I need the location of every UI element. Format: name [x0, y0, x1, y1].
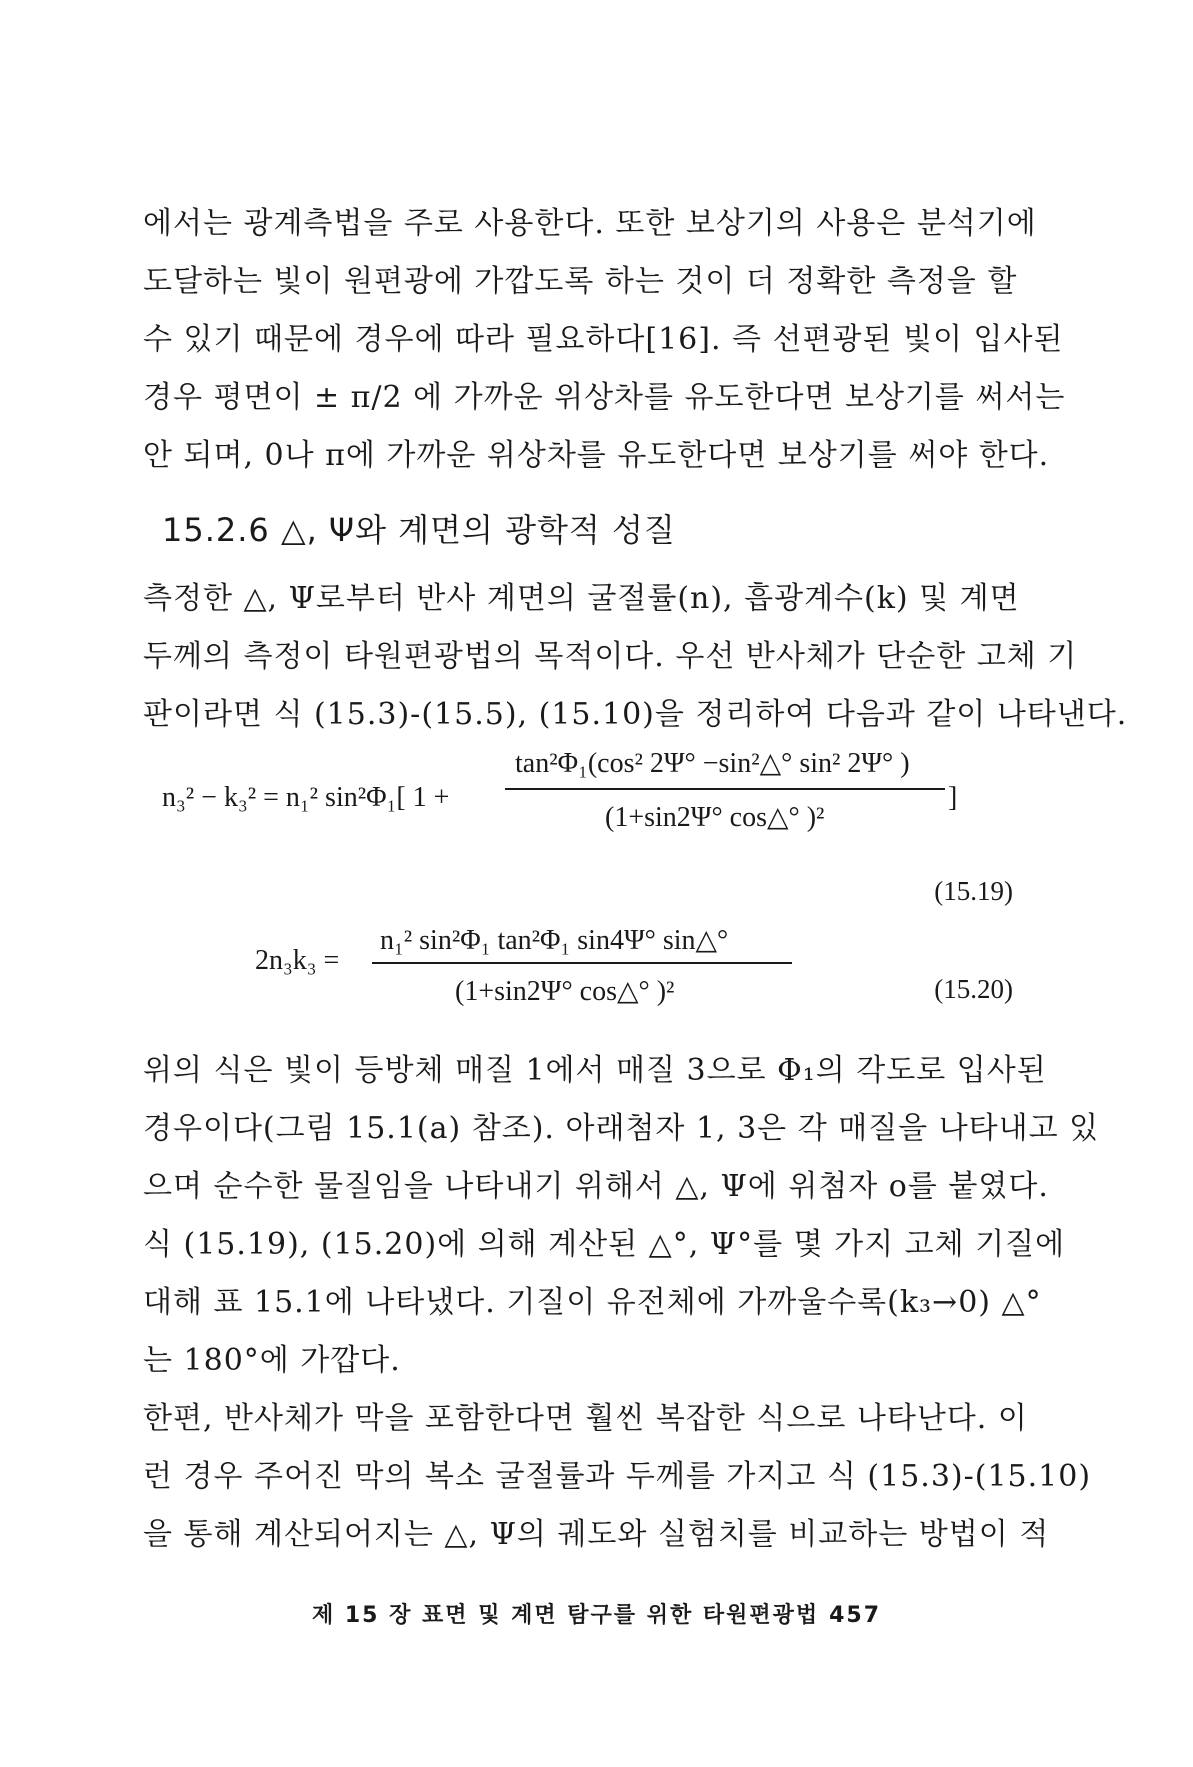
eq20-fraction-bar [372, 962, 792, 964]
text-line: 경우이다(그림 15.1(a) 참조). 아래첨자 1, 3은 각 매질을 나타내고 있 [143, 1111, 1100, 1146]
text-line: 는 180°에 가깝다. [143, 1343, 401, 1378]
page-number: 457 [829, 1603, 882, 1628]
paragraph-1 [143, 195, 1066, 485]
paragraph-2 [143, 530, 1128, 744]
text-line: 두께의 측정이 타원편광법의 목적이다. 우선 반사체가 단순한 고체 기 [143, 639, 1078, 674]
text-line: 도달하는 빛이 원편광에 가깝도록 하는 것이 더 정확한 측정을 할 [143, 264, 1018, 299]
section-heading: 15.2.6 △, Ψ와 계면의 광학적 성질 [162, 511, 676, 549]
paragraph-3 [143, 1042, 1100, 1390]
text-line: 대해 표 15.1에 나타냈다. 기질이 유전체에 가까울수록(k₃→0) △° [143, 1285, 1042, 1320]
text-line: 위의 식은 빛이 등방체 매질 1에서 매질 3으로 Φ₁의 각도로 입사된 [143, 1053, 1047, 1088]
eq20-number: (15.20) [934, 974, 1013, 1004]
eq20-denominator: (1+sin2Ψ° cos△° )² [455, 976, 675, 1007]
eq19-denominator: (1+sin2Ψ° cos△° )² [605, 802, 825, 833]
text-line: 을 통해 계산되어지는 △, Ψ의 궤도와 실험치를 비교하는 방법이 적 [143, 1517, 1050, 1552]
eq19-number: (15.19) [934, 876, 1013, 906]
text-line: 으며 순수한 물질임을 나타내기 위해서 △, Ψ에 위첨자 o를 붙였다. [143, 1169, 1049, 1204]
eq19-fraction-bar [505, 788, 945, 790]
text-line: 런 경우 주어진 막의 복소 굴절률과 두께를 가지고 식 (15.3)-(15.10) [143, 1459, 1092, 1494]
text-line: 한편, 반사체가 막을 포함한다면 훨씬 복잡한 식으로 나타난다. 이 [143, 1401, 1028, 1436]
eq19-numerator: tan²Φ₁(cos² 2Ψ° −sin²△° sin² 2Ψ° ) [515, 748, 910, 779]
text-line: 판이라면 식 (15.3)-(15.5), (15.10)을 정리하여 다음과 같이 나타낸다. [143, 697, 1128, 732]
text-line: 수 있기 때문에 경우에 따라 필요하다[16]. 즉 선편광된 빛이 입사된 [143, 322, 1064, 357]
page-footer [0, 1598, 1193, 1629]
paragraph-4 [143, 1390, 1092, 1564]
eq20-lhs: 2n₃k₃ = [255, 945, 340, 976]
text-line: 안 되며, 0나 π에 가까운 위상차를 유도한다면 보상기를 써야 한다. [143, 438, 1050, 473]
eq19-lhs: n₃² − k₃² = n₁² sin²Φ₁[ 1 + [162, 782, 450, 813]
running-footer-title: 제 15 장 표면 및 계면 탐구를 위한 타원편광법 [311, 1603, 820, 1628]
eq20-numerator: n₁² sin²Φ₁ tan²Φ₁ sin4Ψ° sin△° [380, 925, 729, 956]
text-line: 식 (15.19), (15.20)에 의해 계산된 △°, Ψ°를 몇 가지 고체 기질에 [143, 1227, 1066, 1262]
text-line: 경우 평면이 ± π/2 에 가까운 위상차를 유도한다면 보상기를 써서는 [143, 380, 1066, 415]
text-line: 에서는 광계측법을 주로 사용한다. 또한 보상기의 사용은 분석기에 [143, 206, 1037, 241]
text-line: 측정한 △, Ψ로부터 반사 계면의 굴절률(n), 흡광계수(k) 및 계면 [143, 581, 1020, 616]
eq19-close: ] [948, 782, 958, 813]
